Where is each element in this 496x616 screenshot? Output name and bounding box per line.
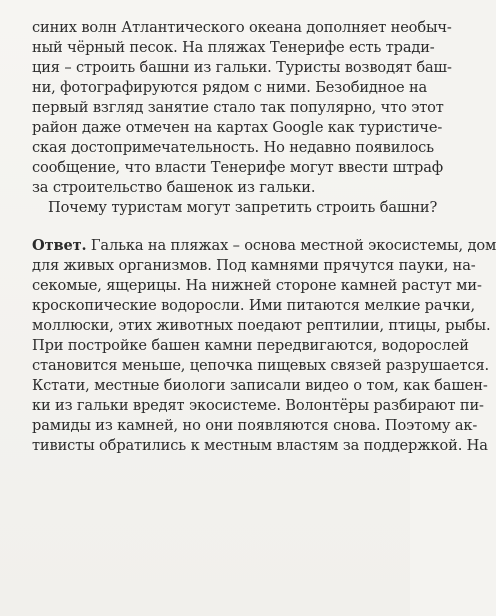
text-line: сообщение, что власти Тенерифе могут ввести штраф <box>32 159 444 176</box>
text-line: синих волн Атлантического океана дополняет необыч- <box>32 19 452 36</box>
question-line: Почему туристам могут запретить строить башни? <box>48 199 438 216</box>
text-line: первый взгляд занятие стало так популярно, что этот <box>32 99 444 116</box>
answer-line: для живых организмов. Под камнями прячутся пауки, на- <box>32 257 476 274</box>
answer-line: тивисты обратились к местным властям за поддержкой. На <box>32 437 488 454</box>
answer-line: становится меньше, цепочка пищевых связей разрушается. <box>32 357 490 374</box>
answer-line: секомые, ящерицы. На нижней стороне камней растут ми- <box>32 277 482 294</box>
answer-label: Ответ. <box>32 237 87 254</box>
text-line: ция – строить башни из гальки. Туристы возводят баш- <box>32 59 452 76</box>
answer-line: рамиды из камней, но они появляются снова. Поэтому ак- <box>32 417 478 434</box>
answer-first-line <box>32 236 496 256</box>
answer-line: ки из гальки вредят экосистеме. Волонтёры разбирают пи- <box>32 397 484 414</box>
answer-line: Кстати, местные биологи записали видео о том, как башен- <box>32 377 488 394</box>
answer-text: Галька на пляжах – основа местной экосистемы, дом <box>86 237 496 254</box>
answer-line: При постройке башен камни передвигаются, водорослей <box>32 337 469 354</box>
text-line: ный чёрный песок. На пляжах Тенерифе есть тради- <box>32 39 435 56</box>
answer-line: моллюски, этих животных поедают рептилии, птицы, рыбы. <box>32 317 491 334</box>
text-line: за строительство башенок из гальки. <box>32 179 316 196</box>
text-line: ни, фотографируются рядом с ними. Безобидное на <box>32 79 428 96</box>
text-line: район даже отмечен на картах Google как туристиче- <box>32 119 443 136</box>
text-line: ская достопримечательность. Но недавно появилось <box>32 139 434 156</box>
answer-line: кроскопические водоросли. Ими питаются мелкие рачки, <box>32 297 475 314</box>
